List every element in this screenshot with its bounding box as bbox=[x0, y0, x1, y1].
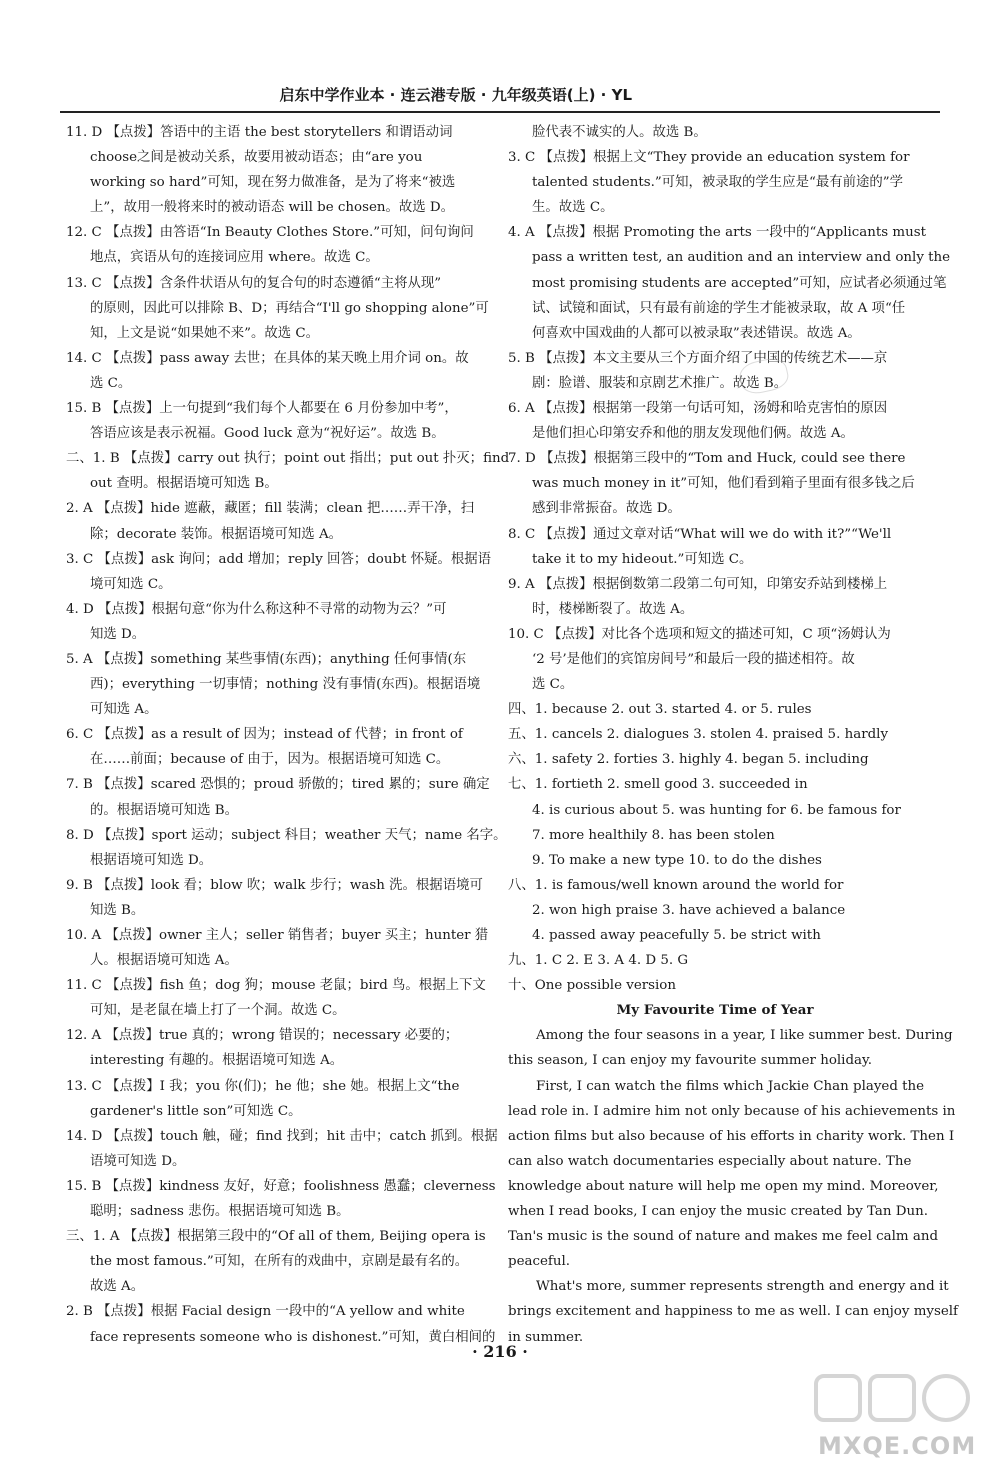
left-text-line: the most famous.”可知，在所有的戏曲中，京剧是最有名的。 bbox=[90, 1254, 469, 1270]
left-text-line: choose之间是被动关系，故要用被动语态；由“are you bbox=[90, 150, 423, 166]
left-text-line: out 查明。根据语境可知选 B。 bbox=[90, 476, 278, 492]
left-text-line: 西)；everything 一切事情；nothing 没有事情(东西)。根据语境 bbox=[90, 677, 481, 693]
right-text-line: 5. B 【点拨】本文主要从三个方面介绍了中国的传统艺术——京 bbox=[508, 350, 888, 366]
right-text-line: 剧：脸谱、服装和京剧艺术推广。故选 B。 bbox=[532, 375, 788, 391]
left-text-line: gardener's little son”可知选 C。 bbox=[90, 1103, 302, 1119]
left-text-line: 在……前面；because of 由于，因为。根据语境可知选 C。 bbox=[90, 752, 450, 768]
right-text-line: 时，楼梯断裂了。故选 A。 bbox=[532, 601, 694, 617]
left-text-line: 13. C 【点拨】I 我；you 你(们)；he 他；she 她。根据上文“the bbox=[66, 1078, 460, 1094]
right-text-line: Among the four seasons in a year, I like summer best. During bbox=[536, 1028, 953, 1044]
right-text-line: 4. is curious about 5. was hunting for 6. be famous for bbox=[532, 802, 901, 818]
right-text-line: 生。故选 C。 bbox=[532, 200, 614, 216]
right-text-line: 感到非常振奋。故选 D。 bbox=[532, 501, 681, 517]
right-text-line: in summer. bbox=[508, 1329, 584, 1345]
left-text-line: face represents someone who is dishonest.”可知，黄白相间的 bbox=[90, 1329, 496, 1345]
page-header bbox=[60, 84, 940, 114]
left-text-line: 7. B 【点拨】scared 恐惧的；proud 骄傲的；tired 累的；sure 确定 bbox=[66, 777, 490, 793]
right-text-line: 八、1. is famous/well known around the world for bbox=[508, 877, 844, 893]
left-text-line: 境可知选 C。 bbox=[90, 576, 172, 592]
left-text-line: 的。根据语境可知选 B。 bbox=[90, 802, 239, 818]
right-text-line: when I read books, I can enjoy the music created by Tan Dun. bbox=[508, 1204, 929, 1220]
page-number: · 216 · bbox=[472, 1342, 528, 1361]
left-text-line: 人。根据语境可知选 A。 bbox=[90, 953, 238, 969]
right-text-line: 何喜欢中国戏曲的人都可以被录取”表述错误。故选 A。 bbox=[532, 325, 861, 341]
left-text-line: 12. A 【点拨】true 真的；wrong 错误的；necessary 必要的； bbox=[66, 1028, 459, 1044]
right-text-line: First, I can watch the films which Jackie Chan played the bbox=[536, 1078, 925, 1094]
right-text-line: 3. C 【点拨】根据上文“They provide an education system for bbox=[508, 150, 910, 166]
right-text-line: was much money in it”可知，他们看到箱子里面有很多钱之后 bbox=[532, 476, 915, 492]
left-text-line: 11. C 【点拨】fish 鱼；dog 狗；mouse 老鼠；bird 鸟。根据上下文 bbox=[66, 978, 486, 994]
right-text-line: 六、1. safety 2. forties 3. highly 4. began 5. including bbox=[508, 752, 869, 768]
left-text-line: interesting 有趣的。根据语境可知选 A。 bbox=[90, 1053, 344, 1069]
right-text-line: 选 C。 bbox=[532, 677, 574, 693]
right-text-line: 七、1. fortieth 2. smell good 3. succeeded in bbox=[508, 777, 808, 793]
left-text-line: 6. C 【点拨】as a result of 因为；instead of 代替；in front of bbox=[66, 727, 463, 743]
left-text-line: 12. C 【点拨】由答语“In Beauty Clothes Store.”可知，问句询问 bbox=[66, 225, 474, 241]
right-text-line: 6. A 【点拨】根据第一段第一句话可知，汤姆和哈克害怕的原因 bbox=[508, 401, 888, 417]
left-text-line: 8. D 【点拨】sport 运动；subject 科目；weather 天气；name 名字。 bbox=[66, 827, 507, 843]
left-text-line: 15. B 【点拨】kindness 友好，好意；foolishness 愚蠢；cleverness bbox=[66, 1178, 496, 1194]
right-text-line: brings excitement and happiness to me as well. I can enjoy myself bbox=[508, 1304, 958, 1320]
left-text-line: 2. B 【点拨】根据 Facial design 一段中的“A yellow and white bbox=[66, 1304, 465, 1320]
left-text-line: 选 C。 bbox=[90, 375, 132, 391]
right-text-line: 4. A 【点拨】根据 Promoting the arts 一段中的“Applicants must bbox=[508, 225, 926, 241]
right-text-line: 9. To make a new type 10. to do the dishes bbox=[532, 852, 822, 868]
left-text-line: 三、1. A 【点拨】根据第三段中的“Of all of them, Beijing opera is bbox=[66, 1229, 486, 1245]
right-text-line: 8. C 【点拨】通过文章对话“What will we do with it?”“We'll bbox=[508, 526, 892, 542]
left-text-line: 知选 B。 bbox=[90, 902, 145, 918]
left-text-line: 5. A 【点拨】something 某些事情(东西)；anything 任何事情(东 bbox=[66, 651, 467, 667]
right-text-line: 试、试镜和面试，只有最有前途的学生才能被录取，故 A 项“任 bbox=[532, 300, 906, 316]
right-text-line: 九、1. C 2. E 3. A 4. D 5. G bbox=[508, 953, 689, 969]
right-text-line: 是他们担心印第安乔和他的朋友发现他们俩。故选 A。 bbox=[532, 426, 854, 442]
left-text-line: 14. D 【点拨】touch 触，碰；find 找到；hit 击中；catch 抓到。根据 bbox=[66, 1128, 498, 1144]
left-text-line: 可知选 A。 bbox=[90, 702, 158, 718]
left-text-line: 上”，故用一般将来时的被动语态 will be chosen。故选 D。 bbox=[90, 200, 455, 216]
right-text-line: action films but also because of his efforts in charity work. Then I bbox=[508, 1128, 955, 1144]
left-text-line: 除；decorate 装饰。根据语境可知选 A。 bbox=[90, 526, 343, 542]
left-text-line: working so hard”可知，现在努力做准备，是为了将来“被选 bbox=[90, 175, 456, 191]
left-text-line: 知选 D。 bbox=[90, 626, 146, 642]
right-text-line: 4. passed away peacefully 5. be strict with bbox=[532, 928, 821, 943]
left-text-line: 10. A 【点拨】owner 主人；seller 销售者；buyer 买主；hunter 猎 bbox=[66, 928, 489, 943]
right-text-line: this season, I can enjoy my favourite summer holiday. bbox=[508, 1053, 873, 1069]
left-text-line: 11. D 【点拨】答语中的主语 the best storytellers 和谓语动词 bbox=[66, 125, 453, 140]
right-text-line: 脸代表不诚实的人。故选 B。 bbox=[532, 125, 707, 140]
left-text-line: 答语应该是表示祝福。Good luck 意为“祝好运”。故选 B。 bbox=[90, 426, 445, 442]
right-text-line: 7. more healthily 8. has been stolen bbox=[532, 827, 775, 843]
right-text-line: most promising students are accepted”可知，应试者必须通过笔 bbox=[532, 275, 947, 291]
right-column bbox=[508, 120, 958, 1350]
right-text-line: lead role in. I admire him not only because of his achievements in bbox=[508, 1103, 956, 1119]
right-text-line: My Favourite Time of Year bbox=[616, 1002, 814, 1019]
left-text-line: 故选 A。 bbox=[90, 1279, 145, 1295]
left-text-line: 13. C 【点拨】含条件状语从句的复合句的时态遵循“主将从现” bbox=[66, 275, 442, 291]
right-text-line: knowledge about nature will help me open my mind. Moreover, bbox=[508, 1178, 939, 1194]
right-text-line: peaceful. bbox=[508, 1254, 571, 1270]
left-text-line: 语境可知选 D。 bbox=[90, 1153, 186, 1169]
right-text-line: ‘2 号’是他们的宾馆房间号”和最后一段的描述相符。故 bbox=[532, 651, 855, 667]
left-text-line: 聪明；sadness 悲伤。根据语境可知选 B。 bbox=[90, 1204, 350, 1220]
right-text-line: What's more, summer represents strength and energy and it bbox=[536, 1279, 949, 1295]
right-text-line: 7. D 【点拨】根据第三段中的“Tom and Huck, could see there bbox=[508, 451, 906, 467]
left-text-line: 4. D 【点拨】根据句意“你为什么称这种不寻常的动物为云？”可 bbox=[66, 601, 447, 617]
right-text-line: 10. C 【点拨】对比各个选项和短文的描述可知，C 项“汤姆认为 bbox=[508, 626, 891, 642]
header-rule bbox=[60, 111, 940, 113]
left-text-line: 15. B 【点拨】上一句提到“我们每个人都要在 6 月份参加中考”， bbox=[66, 401, 458, 417]
right-text-line: 十、One possible version bbox=[508, 978, 676, 994]
left-text-line: 9. B 【点拨】look 看；blow 吹；walk 步行；wash 洗。根据语境可 bbox=[66, 877, 483, 893]
left-text-line: 的原则，因此可以排除 B、D；再结合“I'll go shopping alone”可 bbox=[90, 300, 489, 316]
left-text-line: 3. C 【点拨】ask 询问；add 增加；reply 回答；doubt 怀疑。根据语 bbox=[66, 551, 492, 567]
watermark-text: MXQE.COM bbox=[818, 1432, 977, 1460]
right-text-line: 9. A 【点拨】根据倒数第二段第二句可知，印第安乔站到楼梯上 bbox=[508, 576, 888, 592]
right-text-line: take it to my hideout.”可知选 C。 bbox=[532, 551, 753, 567]
right-text-line: 四、1. because 2. out 3. started 4. or 5. rules bbox=[508, 702, 812, 718]
right-text-line: Tan's music is the sound of nature and makes me feel calm and bbox=[508, 1229, 939, 1245]
left-text-line: 14. C 【点拨】pass away 去世；在具体的某天晚上用介词 on。故 bbox=[66, 350, 469, 366]
left-column bbox=[66, 120, 510, 1350]
right-text-line: can also watch documentaries especially about nature. The bbox=[508, 1153, 912, 1169]
left-text-line: 可知，是老鼠在墙上打了一个洞。故选 C。 bbox=[90, 1003, 346, 1019]
right-text-line: 2. won high praise 3. have achieved a balance bbox=[532, 902, 846, 918]
left-text-line: 地点，宾语从句的连接词应用 where。故选 C。 bbox=[90, 250, 379, 266]
left-text-line: 2. A 【点拨】hide 遮蔽，藏匿；fill 装满；clean 把……弄干净，扫 bbox=[66, 501, 475, 517]
header-title: 启东中学作业本 · 连云港专版 · 九年级英语(上) · YL bbox=[279, 86, 632, 104]
left-text-line: 二、1. B 【点拨】carry out 执行；point out 指出；put out 扑灭；find bbox=[66, 451, 510, 467]
right-text-line: 五、1. cancels 2. dialogues 3. stolen 4. praised 5. hardly bbox=[508, 727, 889, 743]
right-text-line: pass a written test, an audition and an interview and only the bbox=[532, 250, 951, 266]
right-text-line: talented students.”可知，被录取的学生应是“最有前途的”学 bbox=[532, 175, 904, 191]
left-text-line: 根据语境可知选 D。 bbox=[90, 852, 213, 868]
left-text-line: 知，上文是说“如果她不来”。故选 C。 bbox=[90, 325, 320, 341]
